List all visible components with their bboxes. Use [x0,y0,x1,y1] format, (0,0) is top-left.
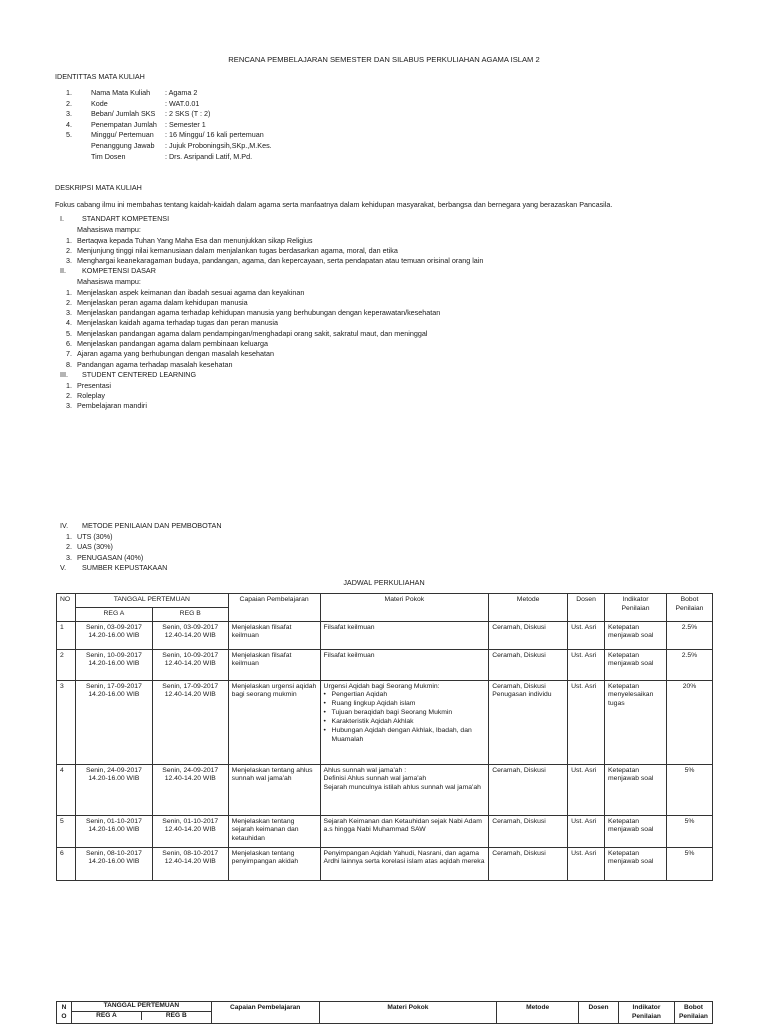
kompetensi-dasar-item-number: 3. [66,308,72,318]
kompetensi-dasar-item [66,318,278,327]
row-no: 2 [57,649,76,680]
table-row [57,680,713,764]
kompetensi-item [66,256,483,265]
kompetensi-dasar-item-text: Ajaran agama yang berhubungan dengan masalah kesehatan [77,349,275,359]
kompetensi-dasar-item-text: Menjelaskan pandangan agama dalam pendampingan/menghadapi orang sakit, sakratul maut, dan meninggal [77,328,428,338]
materi-bullet-list [324,691,486,744]
section-1-sub: Mahasiswa mampu: [77,225,141,234]
section-5-heading: V. SUMBER KEPUSTAKAAN [60,563,168,572]
row-reg-a: Senin, 01-10-2017 14.20-16.00 WIB [75,815,152,847]
col-indikator-header: Indikator Penilaian [605,594,667,622]
kompetensi-item-text: Bertaqwa kepada Tuhan Yang Maha Esa dan menunjukkan sikap Religius [77,235,313,245]
row-reg-a: Senin, 10-09-2017 14.20-16.00 WIB [75,649,152,680]
scl-item [66,381,111,390]
kompetensi-dasar-item [66,288,304,297]
row-materi: Sejarah Keimanan dan Ketauhidan sejak Nabi Adam a.s hingga Nabi Muhammad SAW [320,815,489,847]
row-metode: Ceramah, Diskusi Penugasan individu [489,680,568,764]
row-capaian: Menjelaskan tentang ahlus sunnah wal jama'ah [228,764,320,815]
row-dosen: Ust. Asri [568,680,605,764]
table-row [57,621,713,649]
kompetensi-item-number: 1. [66,235,72,245]
schedule-table [56,593,713,881]
scl-item-text: Pembelajaran mandiri [77,401,147,411]
table-row [57,649,713,680]
materi-bullet: • Pengertian Aqidah [324,691,486,700]
row-dosen: Ust. Asri [568,649,605,680]
row-reg-a: Senin, 03-09-2017 14.20-16.00 WIB [75,621,152,649]
col-dosen-header: Dosen [579,1002,619,1024]
row-bobot: 5% [666,847,712,880]
kompetensi-dasar-item [66,329,427,338]
row-indikator: Ketepatan menjawab soal [605,649,667,680]
row-dosen: Ust. Asri [568,815,605,847]
scl-item-number: 1. [66,380,72,390]
col-capaian-header: Capaian Pembelajaran [228,594,320,622]
kompetensi-dasar-item [66,349,274,358]
row-no: 1 [57,621,76,649]
kompetensi-dasar-item-text: Pandangan agama terhadap masalah kesehatan [77,359,233,369]
identitas-row [66,120,666,129]
row-materi: Penyimpangan Aqidah Yahudi, Nasrani, dan agama Ardhi lainnya serta korelasi islam atas aqidah mereka [320,847,489,880]
col-tanggal-header: TANGGAL PERTEMUAN [75,594,228,608]
col-bobot-header: Bobot Penilaian [674,1002,712,1024]
penilaian-item-number: 1. [66,532,72,541]
row-bobot: 5% [666,764,712,815]
row-dosen: Ust. Asri [568,621,605,649]
materi-bullet: • Hubungan Aqidah dengan Akhlak, Ibadah, dan Muamalah [324,727,486,745]
row-materi: Ahlus sunnah wal jama'ah : Definisi Ahlus sunnah wal jama'ah Sejarah munculnya istilah ahlus sunnah wal jama'ah [320,764,489,815]
identitas-row-label: Minggu/ Pertemuan [91,130,154,140]
materi-bullet: • Ruang lingkup Aqidah islam [324,700,486,709]
row-capaian: Menjelaskan filsafat keilmuan [228,621,320,649]
col-materi-header: Materi Pokok [320,594,489,622]
identitas-row-number: 2. [66,98,72,108]
materi-bullet: • Tujuan beraqidah bagi Seorang Mukmin [324,709,486,718]
row-bobot: 2.5% [666,621,712,649]
col-metode-header: Metode [489,594,568,622]
identitas-row-number: 5. [66,130,72,140]
row-indikator: Ketepatan menjawab soal [605,815,667,847]
table-row [57,764,713,815]
col-indikator-header: Indikator Penilaian [619,1002,675,1024]
row-capaian: Menjelaskan tentang penyimpangan akidah [228,847,320,880]
next-schedule-table-header [56,1001,713,1024]
col-reg-a-header: REG A [75,607,152,621]
row-reg-b: Senin, 08-10-2017 12.40-14.20 WIB [152,847,228,880]
row-capaian: Menjelaskan tentang sejarah keimanan dan ketauhidan [228,815,320,847]
kompetensi-item-number: 2. [66,245,72,255]
row-reg-b: Senin, 01-10-2017 12.40-14.20 WIB [152,815,228,847]
scl-item-number: 3. [66,401,72,411]
kompetensi-dasar-item [66,360,232,369]
col-capaian-header: Capaian Pembelajaran [211,1002,319,1024]
row-no: 5 [57,815,76,847]
penilaian-item [66,553,143,562]
deskripsi-heading: DESKRIPSI MATA KULIAH [55,183,142,192]
col-no-header: N O [57,1002,72,1024]
section-3-heading: III. STUDENT CENTERED LEARNING [60,370,197,379]
row-indikator: Ketepatan menyelesaikan tugas [605,680,667,764]
col-tanggal-header: TANGGAL PERTEMUAN REG A REG B [71,1002,211,1024]
kompetensi-item-number: 3. [66,256,72,266]
kompetensi-item [66,236,312,245]
row-capaian: Menjelaskan urgensi aqidah bagi seorang mukmin [228,680,320,764]
col-dosen-header: Dosen [568,594,605,622]
kompetensi-dasar-item [66,308,440,317]
scl-item-text: Roleplay [77,390,105,400]
row-bobot: 20% [666,680,712,764]
identitas-heading: IDENTITTAS MATA KULIAH [55,72,145,81]
identitas-row-label: Penempatan Jumlah [91,119,157,129]
identitas-row-value: : Semester 1 [165,119,206,129]
identitas-row [66,99,666,108]
col-materi-header: Materi Pokok [319,1002,497,1024]
kompetensi-dasar-item-text: Menjelaskan pandangan agama dalam pembinaan keluarga [77,339,269,348]
row-reg-b: Senin, 10-09-2017 12.40-14.20 WIB [152,649,228,680]
kompetensi-dasar-item-text: Menjelaskan kaidah agama terhadap tugas dan peran manusia [77,318,278,328]
kompetensi-dasar-item-number: 4. [66,318,72,328]
kompetensi-dasar-item-text: Menjelaskan peran agama dalam kehidupan manusia [77,297,248,307]
kompetensi-dasar-item-number: 6. [66,339,72,348]
row-indikator: Ketepatan menjawab soal [605,764,667,815]
col-metode-header: Metode [497,1002,579,1024]
identitas-row-value: : Agama 2 [165,88,198,97]
jadwal-heading: JADWAL PERKULIAHAN [343,578,425,587]
col-bobot-header: Bobot Penilaian [666,594,712,622]
row-materi: Filsafat keilmuan [320,649,489,680]
penilaian-item-number: 2. [66,542,72,552]
row-reg-a: Senin, 08-10-2017 14.20-16.00 WIB [75,847,152,880]
penilaian-item-text: PENUGASAN (40%) [77,552,144,562]
kompetensi-dasar-item-number: 1. [66,287,72,297]
row-reg-b: Senin, 17-09-2017 12.40-14.20 WIB [152,680,228,764]
penilaian-item [66,542,113,551]
table-row [57,847,713,880]
kompetensi-dasar-item-text: Menjelaskan aspek keimanan dan ibadah sesuai agama dan keyakinan [77,287,305,297]
row-materi: Urgensi Aqidah bagi Seorang Mukmin: • Pengertian Aqidah • Ruang lingkup Aqidah islam • Tujuan beraqidah bagi Seorang Mukmin • Karakteristik Aqidah Akhlak • Hubungan Aqidah dengan Akhlak, Ibadah, dan Muamalah [320,680,489,764]
kompetensi-dasar-item-number: 2. [66,297,72,307]
identitas-row-value: : 2 SKS (T : 2) [165,109,211,119]
row-reg-a: Senin, 24-09-2017 14.20-16.00 WIB [75,764,152,815]
identitas-row-number: 1. [66,88,72,97]
col-reg-a-header: REG A [72,1012,142,1021]
deskripsi-text: Fokus cabang ilmu ini membahas tentang kaidah-kaidah dalam agama serta manfaatnya dalam kehidupan masyarakat, berbangsa dan bernegara yang berazaskan Pancasila. [55,200,613,209]
kompetensi-dasar-item [66,298,248,307]
col-reg-b-header: REG B [165,1011,187,1019]
table-row [57,815,713,847]
kompetensi-item [66,246,398,255]
row-indikator: Ketepatan menjawab soal [605,621,667,649]
row-metode: Ceramah, Diskusi [489,847,568,880]
identitas-row [66,109,666,118]
identitas-row-value: : Drs. Asripandi Latif, M.Pd. [165,151,253,161]
row-metode: Ceramah, Diskusi [489,815,568,847]
penilaian-item-number: 3. [66,552,72,562]
scl-item-number: 2. [66,390,72,400]
materi-bullet: • Karakteristik Aqidah Akhlak [324,718,486,727]
penilaian-item-text: UTS (30%) [77,532,113,541]
identitas-row [66,88,666,97]
row-no: 3 [57,680,76,764]
penilaian-item [66,532,113,541]
identitas-row-value: : Jujuk Proboningsih,SKp.,M.Kes. [165,141,272,150]
row-reg-b: Senin, 03-09-2017 12.40-14.20 WIB [152,621,228,649]
kompetensi-dasar-item-text: Menjelaskan pandangan agama terhadap kehidupan manusia yang berhubungan dengan keperawatan/kesehatan [77,308,441,318]
scl-item-text: Presentasi [77,380,111,390]
identitas-row [66,130,666,139]
kompetensi-dasar-item-number: 7. [66,349,72,359]
row-metode: Ceramah, Diskusi [489,649,568,680]
col-reg-b-header: REG B [152,607,228,621]
identitas-row-label: Nama Mata Kuliah [91,88,151,97]
kompetensi-item-text: Menghargai keanekaragaman budaya, pandangan, agama, dan kepercayaan, serta pendapatan atau temuan orisinal orang lain [77,256,484,266]
section-1-heading: I. STANDART KOMPETENSI [60,214,170,223]
row-indikator: Ketepatan menjawab soal [605,847,667,880]
section-2-sub: Mahasiswa mampu: [77,277,141,286]
section-2-heading: II. KOMPETENSI DASAR [60,266,156,275]
row-dosen: Ust. Asri [568,847,605,880]
identitas-row-number: 3. [66,109,72,119]
section-4-heading: IV. METODE PENILAIAN DAN PEMBOBOTAN [60,521,222,530]
row-metode: Ceramah, Diskusi [489,621,568,649]
row-bobot: 5% [666,815,712,847]
row-dosen: Ust. Asri [568,764,605,815]
document-title: RENCANA PEMBELAJARAN SEMESTER DAN SILABUS PERKULIAHAN AGAMA ISLAM 2 [228,55,540,64]
identitas-row-label: Penanggung Jawab [91,141,155,150]
row-no: 6 [57,847,76,880]
identitas-row-value: : WAT.0.01 [165,98,200,108]
row-reg-b: Senin, 24-09-2017 12.40-14.20 WIB [152,764,228,815]
identitas-row-label: Tim Dosen [91,151,126,161]
penilaian-item-text: UAS (30%) [77,542,113,552]
scl-item [66,401,147,410]
row-no: 4 [57,764,76,815]
row-metode: Ceramah, Diskusi [489,764,568,815]
kompetensi-item-text: Menjunjung tinggi nilai kemanusiaan dalam menjalankan tugas berdasarkan agama, moral, dan etika [77,245,398,255]
row-bobot: 2.5% [666,649,712,680]
kompetensi-dasar-item-number: 8. [66,359,72,369]
identitas-row-number: 4. [66,119,72,129]
scl-item [66,391,105,400]
identitas-row-value: : 16 Minggu/ 16 kali pertemuan [165,130,264,140]
identitas-row-label: Beban/ Jumlah SKS [91,109,156,119]
col-no-header: NO [57,594,76,622]
row-reg-a: Senin, 17-09-2017 14.20-16.00 WIB [75,680,152,764]
identitas-row-label: Kode [91,98,108,108]
row-materi: Filsafat keilmuan [320,621,489,649]
kompetensi-dasar-item-number: 5. [66,328,72,338]
row-capaian: Menjelaskan filsafat keilmuan [228,649,320,680]
kompetensi-dasar-item [66,339,268,348]
